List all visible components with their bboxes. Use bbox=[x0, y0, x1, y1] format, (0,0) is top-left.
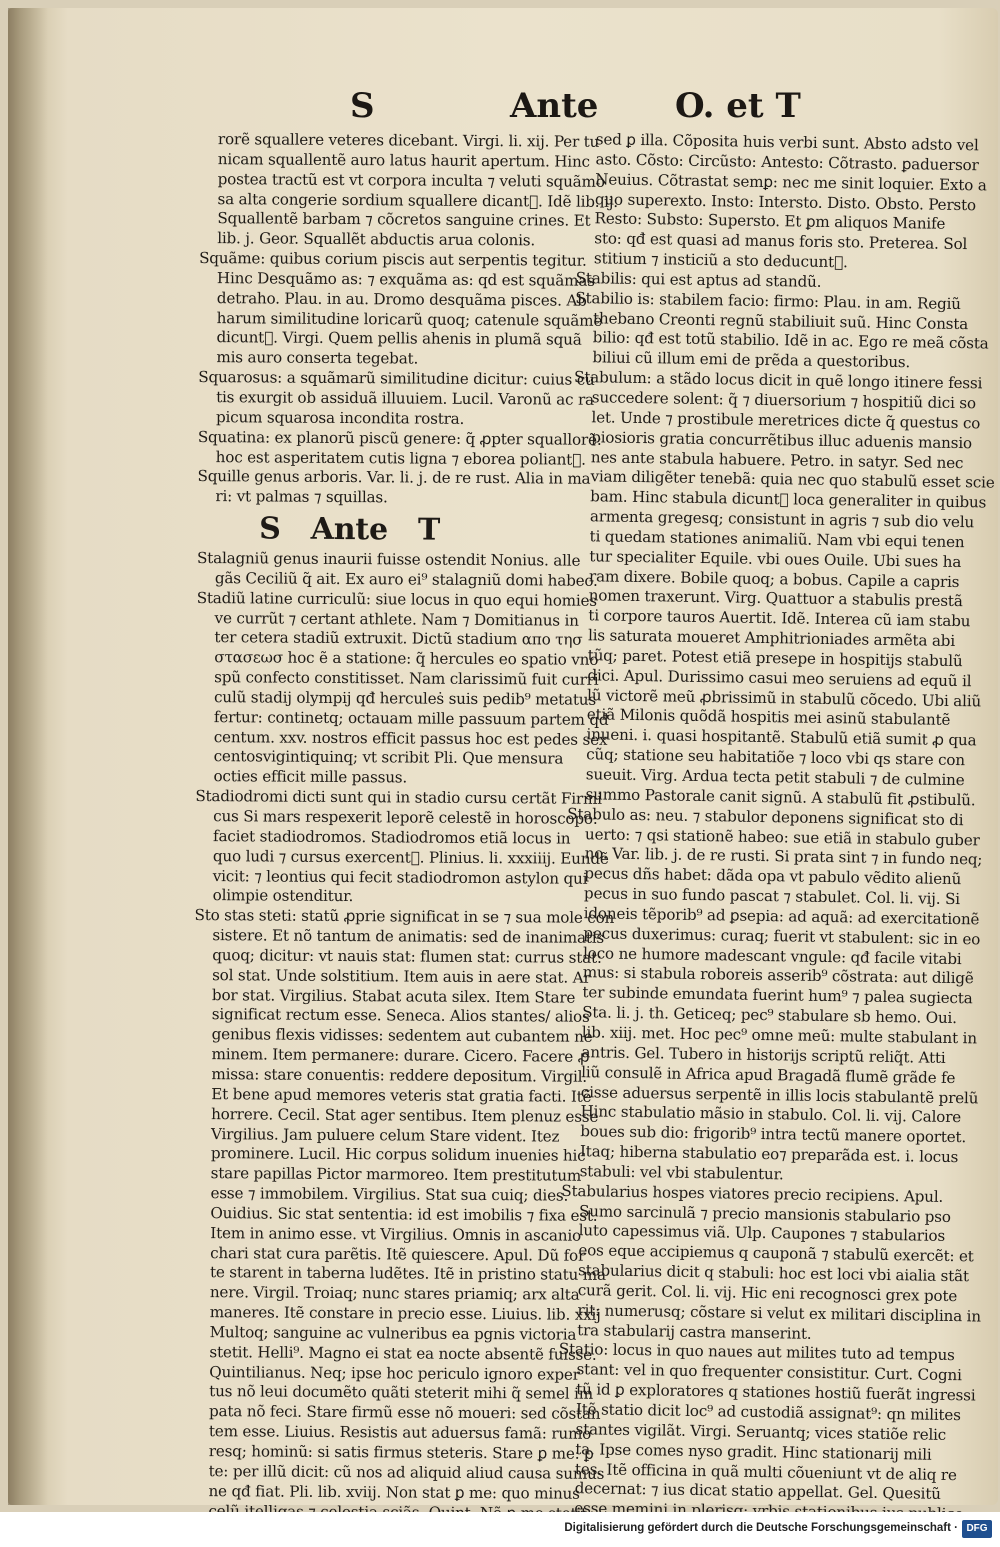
text-line: te starent in taberna ludẽtes. Itẽ in pristino statu ma bbox=[209, 1263, 606, 1285]
text-line: biliui cũ illum emi de prẽda a questoribus. bbox=[592, 348, 911, 372]
text-line: ter cetera stadiũ extruxit. Dictũ stadium απο τησ bbox=[214, 628, 583, 650]
text-line: stetit. Helli⁹. Magno ei stat ea nocte absentẽ fuisse. bbox=[209, 1342, 597, 1364]
dfg-logo: DFG bbox=[962, 1520, 992, 1538]
text-line: stantes vigilãt. Virgi. Seruantq; vices statiõe relic bbox=[575, 1419, 947, 1444]
entry-headword-line: Squãme: quibus corium piscis aut serpentis tegitur. bbox=[199, 249, 587, 270]
text-line: nere. Virgil. Troiaq; nunc stares priamiq; arx alta bbox=[209, 1283, 580, 1304]
text-line: sa alta congerie sordium squallere dicantᷓ. Idẽ lib. ij. bbox=[217, 189, 618, 211]
entry-headword-line: Squatina: ex planorũ piscũ genere: q̃ ꝓpter squallorẽ: bbox=[197, 427, 602, 449]
text-line: lis saturata moueret Amphitrioniades armẽta abi bbox=[587, 626, 956, 651]
text-line: pecus dñs habet: dãda opa vt pabulo vẽdito alienũ bbox=[584, 864, 962, 889]
text-line: Et bene apud memores veteris stat gratia facti. Itẽ bbox=[211, 1084, 592, 1106]
entry-headword-line: Stabulum: a stãdo locus dicit in quẽ longo itinere fessi bbox=[573, 368, 983, 393]
entry-headword-line: Sto stas steti: statũ ꝓprie significat in se ⁊ sua mole con bbox=[194, 906, 615, 928]
section-heading bbox=[197, 509, 565, 552]
text-line: Sta. li. j. th. Geticeq; pec⁹ stabulare sb hemo. Oui. bbox=[582, 1003, 957, 1028]
text-line: ri: vt palmas ⁊ squillas. bbox=[215, 487, 388, 507]
text-line: te: per illũ dicit: cũ nos ad aliquid aliud causa sumus bbox=[208, 1461, 605, 1483]
text-line: maneres. Itẽ constare in precio esse. Liuius. lib. xxij bbox=[209, 1303, 601, 1324]
text-line: sol stat. Unde solstitium. Item auis in aere stat. Ar bbox=[212, 965, 591, 987]
text-line: cus Si mars respexerit leporẽ celestẽ in horoscopo: bbox=[213, 807, 598, 828]
text-line: lib. xiij. met. Hoc pec⁹ omne meũ: multe stabulant in bbox=[581, 1023, 978, 1048]
text-line: armenta gregesq; consistunt in agris ⁊ sub dio velu bbox=[589, 507, 975, 532]
running-head-middle: Ante bbox=[510, 86, 599, 126]
text-line: dicuntᷓ. Virgi. Quem pellis ahenis in plumã squã bbox=[216, 328, 582, 350]
text-line: resq; hominũ: si satis firmus steteris. Stare ꝑ me: ꝑ bbox=[208, 1442, 594, 1463]
text-line: στασεωσ hoc ẽ a statione: q̃ hercules eo spatio vno bbox=[214, 648, 599, 670]
text-line: culũ stadij olympij qđ herculeṡ suis pedib⁹ metatus bbox=[213, 688, 597, 709]
text-line: Multoq; sanguine ac vulneribus ea pgnis victoria bbox=[209, 1323, 577, 1344]
entry-headword-line: Statio: locus in quo naues aut milites tuto ad tempus bbox=[558, 1340, 955, 1365]
entry-headword-line: Stadiũ latine curriculũ: siue locus in quo equi homies bbox=[196, 588, 597, 610]
text-line: luto capessimus viã. Ulp. Caupones ⁊ stabularios bbox=[578, 1221, 946, 1246]
text-line: tur specialiter Equile. vbi oues Ouile. Ubi sues ha bbox=[589, 546, 962, 571]
text-line: quo superexto. Insto: Intersto. Disto. Obsto. Persto bbox=[594, 189, 977, 214]
entry-headword-line: Stabularius hospes viatores precio recipiens. Apul. bbox=[561, 1181, 944, 1206]
text-line: sto: qđ est quasi ad manus foris sto. Preterea. Sol bbox=[594, 229, 968, 254]
text-line: viam diligẽter tenebã: quia nec quo stabulũ esset scie bbox=[590, 467, 995, 492]
left-text-column bbox=[190, 130, 618, 1524]
text-line: bilio: qđ est totũ stabilio. Idẽ in ac. Ego re meã cõsta bbox=[592, 328, 989, 353]
text-line: Ouidius. Sic stat sententia: id est imobilis ⁊ fixa est. bbox=[210, 1203, 598, 1225]
text-line: centum. xxv. nostros efficit passus hoc est pedes sex bbox=[213, 727, 608, 749]
running-head-right: O. et T bbox=[675, 86, 801, 126]
text-line: esse ⁊ immobilem. Virgilius. Stat sua cuiq; dies. bbox=[210, 1184, 569, 1205]
text-line: missa: stare conuentis: reddere depositum. Virgil. bbox=[211, 1065, 588, 1086]
entry-headword-line: Stabilio is: stabilem facio: firmo: Plau. in am. Regiũ bbox=[575, 288, 961, 313]
text-line: horrere. Cecil. Stat ager sentibus. Item plenuz esse bbox=[211, 1104, 599, 1126]
text-line: ne qđ fiat. Pli. lib. xviij. Non stat ꝑ me: quo minus bbox=[208, 1481, 580, 1503]
text-line: detraho. Plau. in au. Dromo desquãma pisces. Ab bbox=[216, 288, 587, 310]
text-line: tra stabularij castra manserint. bbox=[577, 1320, 812, 1343]
text-line: Virgilius. Jam puluere celum Stare vident. Itez bbox=[210, 1124, 560, 1146]
text-line: nomen traxerunt. Virg. Quattuor a stabulis prestã bbox=[588, 586, 963, 611]
running-head-left: S bbox=[350, 86, 375, 126]
text-line: decernat: ⁊ ius dicat statio appellat. Gel. Quesitũ bbox=[574, 1479, 941, 1504]
text-line: nes ante stabula habuere. Petro. in satyr. Sed nec bbox=[590, 447, 964, 472]
text-line: mis auro conserta tegebat. bbox=[216, 348, 419, 368]
binding-shadow bbox=[8, 8, 48, 1505]
text-line: ram dixere. Bobile quoq; a bobus. Capile a capris bbox=[588, 566, 960, 591]
text-line: stant: vel in quo frequenter consistitur. Curt. Cogni bbox=[576, 1360, 962, 1385]
entry-headword-line: Squarosus: a squãmarũ similitudine dicitur: cuius cu bbox=[198, 368, 595, 389]
text-line: ter subinde emundata fuerint hum⁹ ⁊ palea sugiecta bbox=[582, 983, 973, 1008]
text-line: rorẽ squallere veteres dicebant. Virgi. li. xij. Per tu bbox=[217, 130, 600, 151]
entry-headword-line: Stadiodromi dicti sunt qui in stadio cursu certãt Firmi bbox=[195, 787, 602, 808]
text-line: dici. Apul. Durissimo casui meo seruiens ad equũ il bbox=[587, 665, 972, 691]
text-line: sueuit. Virg. Ardua tecta petit stabuli ⁊ de culmine bbox=[585, 765, 965, 790]
text-line: thebano Creonti regnũ stabiliuit suũ. Hinc Consta bbox=[592, 308, 969, 333]
text-line: centosvigintiquinq; vt scribit Pli. Que mensura bbox=[213, 747, 564, 769]
text-line: stabuli: vel vbi stabulentur. bbox=[579, 1162, 784, 1184]
text-line: sistere. Et nõ tantum de animatis: sed de inanimatis bbox=[212, 926, 605, 947]
text-line: uerto: ⁊ qsi stationẽ habeo: sue etiã in stabulo guber bbox=[584, 824, 980, 849]
text-line: loco ne humore madescant vngule: qđ facile vitabi bbox=[582, 943, 962, 968]
running-head bbox=[340, 86, 860, 136]
text-line: summo Pastorale canit signũ. A stabulũ fit ꝓstibulũ. bbox=[585, 785, 976, 810]
text-line: bor stat. Virgilius. Stabat acuta silex. Item Stare bbox=[211, 985, 576, 1007]
text-line: tem esse. Liuius. Resistis aut aduersus famã: rumo bbox=[208, 1422, 592, 1443]
text-line: eos eque accipiemus q cauponã ⁊ stabulũ exercẽt: et bbox=[578, 1241, 974, 1266]
text-line: genibus flexis vidisses: sedentem aut cubantem ne bbox=[211, 1025, 593, 1047]
text-line: gãs Ceciliũ q̃ ait. Ex auro ei⁹ stalagniũ domi habeo. bbox=[214, 568, 598, 590]
text-line: asto. Cõsto: Circũsto: Antesto: Cõtrasto. ꝑaduersor bbox=[595, 150, 979, 175]
entry-headword-line: Stalagniũ genus inaurii fuisse ostendit Nonius. alle bbox=[196, 549, 581, 570]
text-line: significat rectum esse. Seneca. Alios stantes/ alios bbox=[211, 1005, 590, 1027]
text-line: mus: si stabula roboreis asserib⁹ cõstrata: aut diligẽ bbox=[582, 963, 974, 988]
right-text-column bbox=[556, 130, 995, 1525]
text-line: liũ consulẽ in Africa apud Bragadã flumẽ grãde fe bbox=[581, 1062, 956, 1087]
entry-headword-line: Stabilis: qui est aptus ad standũ. bbox=[575, 268, 822, 291]
text-line: lib. j. Geor. Squallẽt abductis arua colonis. bbox=[217, 229, 536, 250]
text-line: idoneis tẽporib⁹ ad ꝑsepia: ad aquã: ad exercitationẽ bbox=[583, 904, 980, 929]
text-line: pata nõ feci. Stare firmũ esse nõ moueri: sed cõstan bbox=[208, 1402, 601, 1424]
text-line: nicam squallentẽ auro latus haurit apertum. Hinc bbox=[217, 149, 590, 171]
entry-headword-line: Squille genus arboris. Var. li. j. de re rust. Alia in ma bbox=[197, 467, 591, 489]
text-line: boues sub dio: frigorib⁹ intra tectũ manere oportet. bbox=[580, 1122, 967, 1147]
text-line: Itaq; hiberna stabulatio eo⁊ preparãda est. i. locus bbox=[579, 1142, 959, 1167]
text-line: let. Unde ⁊ prostibule meretrices dicte q̃ questus co bbox=[591, 408, 981, 433]
text-line: succedere solent: q̃ ⁊ diuersorium ⁊ hospitiũ dici so bbox=[591, 388, 977, 413]
text-line: vicit: ⁊ leontius qui fecit stadiodromon astylon qui bbox=[212, 866, 588, 888]
text-line: Neuius. Cõtrastat semꝑ: nec me sinit loquier. Exto a bbox=[595, 169, 987, 195]
text-line: Itẽ statio dicit loc⁹ ad custodiã assignat⁹: qn milites bbox=[575, 1400, 961, 1425]
text-line: spũ confecto constitisset. Nam clarissimũ fuit curri bbox=[214, 668, 599, 689]
text-line: antris. Gel. Tubero in historijs scriptũ reliq̃t. Atti bbox=[581, 1042, 946, 1067]
text-line: quoq; dicitur: vt nauis stat: flumen stat: currus stat: bbox=[212, 946, 602, 967]
text-line: piosioris gratia concurrẽtibus illuc aduenis mansio bbox=[591, 427, 973, 452]
text-line: cisse aduersus serpentẽ in illis locis stabulantẽ prelũ bbox=[580, 1082, 979, 1107]
text-line: stare papillas Pictor marmoreo. Item prestitutum bbox=[210, 1164, 582, 1185]
text-line: Item in animo esse. vt Virgilius. Omnis in ascanio bbox=[210, 1223, 582, 1245]
text-line: Hinc Desquãmo as: ⁊ exquãma as: qd est squãmas bbox=[216, 269, 595, 290]
text-line: sed ꝑ illa. Cõposita huis verbi sunt. Absto adsto vel bbox=[595, 130, 979, 155]
text-line: Resto: Substo: Supersto. Et ꝑm aliquos Manife bbox=[594, 209, 946, 234]
text-line: Sumo sarcinulã ⁊ precio mansionis stabulario pso bbox=[578, 1201, 951, 1226]
text-line: Hinc stabulatio mãsio in stabulo. Col. li. vij. Calore bbox=[580, 1102, 962, 1127]
text-line: fertur: continetq; octauam mille passuum partem qđ bbox=[213, 707, 609, 729]
text-line: ti corpore tauros Auertit. Idẽ. Interea cũ iam stabu bbox=[588, 606, 971, 631]
funding-notice: Digitalisierung gefördert durch die Deutsche Forschungsgemeinschaft · bbox=[564, 1522, 958, 1534]
text-line: bam. Hinc stabula dicuntᷓ loca generaliter in quibus bbox=[590, 487, 987, 512]
text-line: etiã Milonis quõdã hospitis mei asinũ stabulantẽ bbox=[586, 705, 951, 730]
text-line: tũ id ꝑ exploratores q stationes hostiũ fuerãt ingressi bbox=[576, 1380, 976, 1405]
text-line: ta. Ipse comes nyso gradit. Hinc stationarij mili bbox=[575, 1439, 932, 1464]
footer-bar bbox=[0, 1512, 1000, 1547]
text-line: quo ludi ⁊ cursus exercentᷓ. Plinius. li. xxxiiij. Eundẽ bbox=[212, 846, 609, 868]
text-line: ti quedam stationes animaliũ. Nam vbi equi tenen bbox=[589, 527, 965, 551]
text-line: hoc est asperitatem cutis ligna ⁊ eborea poliantᷓ. bbox=[215, 447, 586, 469]
text-line: pecus in suo fundo pascat ⁊ stabulet. Col. li. vij. Si bbox=[583, 884, 961, 909]
text-line: tis exurgit ob assiduã illuuiem. Lucil. Varonũ ac ra bbox=[216, 388, 594, 409]
text-line: cũq; statione seu habitatiõe ⁊ loco vbi qs stare con bbox=[586, 745, 966, 770]
text-line: olimpie ostenditur. bbox=[212, 886, 354, 906]
text-line: lũ victorẽ meũ ꝓbrissimũ in stabulũ cõcedo. Ubi aliũ bbox=[586, 685, 982, 711]
text-line: octies efficit mille passus. bbox=[213, 767, 408, 787]
section-heading-word: Ante bbox=[310, 511, 389, 548]
text-line: stitium ⁊ insticiũ a sto deducuntᷓ. bbox=[593, 249, 848, 272]
text-line: Squallentẽ barbam ⁊ cõcretos sanguine crines. Et bbox=[217, 209, 591, 231]
section-heading-word: T bbox=[417, 512, 441, 548]
text-line: inueni. i. quasi hospitantẽ. Stabulũ etiã sumit ꝓ qua bbox=[586, 725, 977, 750]
text-line: tũq; paret. Potest etiã presepe in hospitijs stabulũ bbox=[587, 646, 963, 671]
text-line: rit: numerusq; cõstare si velut ex militari disciplina in bbox=[577, 1300, 982, 1326]
text-line: tes. Itẽ officina in quã multi cõueniunt vt de aliq re bbox=[574, 1459, 957, 1484]
text-line: ve currũt ⁊ certant athlete. Nam ⁊ Domitianus in bbox=[214, 608, 579, 630]
text-line: curã gerit. Col. li. vij. Hic eni recognosci grex pote bbox=[577, 1281, 958, 1306]
text-line: stabularius dicit q stabuli: hoc est loci vbi aialia stãt bbox=[577, 1261, 969, 1286]
text-line: tus nõ leui documẽto quãti steterit mihi q̃ semel im bbox=[209, 1382, 593, 1404]
text-line: faciet stadiodromos. Stadiodromos etiã locus in bbox=[213, 826, 571, 848]
text-line: prominere. Lucil. Hic corpus solidum inuenies hic bbox=[210, 1144, 586, 1166]
text-line: postea tractũ est vt corpora inculta ⁊ veluti squãmo bbox=[217, 169, 605, 191]
text-line: chari stat cura parẽtis. Itẽ quiescere. Apul. Dũ for bbox=[210, 1243, 586, 1265]
entry-headword-line: Stabulo as: neu. ⁊ stabulor deponens significat sto di bbox=[567, 804, 964, 829]
text-line: Quintilianus. Neq; ipse hoc periculo ignoro exper bbox=[209, 1362, 580, 1384]
text-line: picum squarosa incondita rostra. bbox=[215, 407, 465, 428]
section-heading-word: S bbox=[259, 511, 281, 547]
text-line: no. Var. lib. j. de re rusti. Si prata sint ⁊ in fundo neq; bbox=[584, 844, 983, 869]
text-line: minem. Item permanere: durare. Cicero. Facere ꝓ bbox=[211, 1045, 590, 1066]
text-line: harum similitudine loricarũ quoq; catenule squãme bbox=[216, 308, 603, 330]
text-line: pecus duxerimus: curaq; fuerit vt stabulent: sic in eo bbox=[583, 923, 981, 949]
